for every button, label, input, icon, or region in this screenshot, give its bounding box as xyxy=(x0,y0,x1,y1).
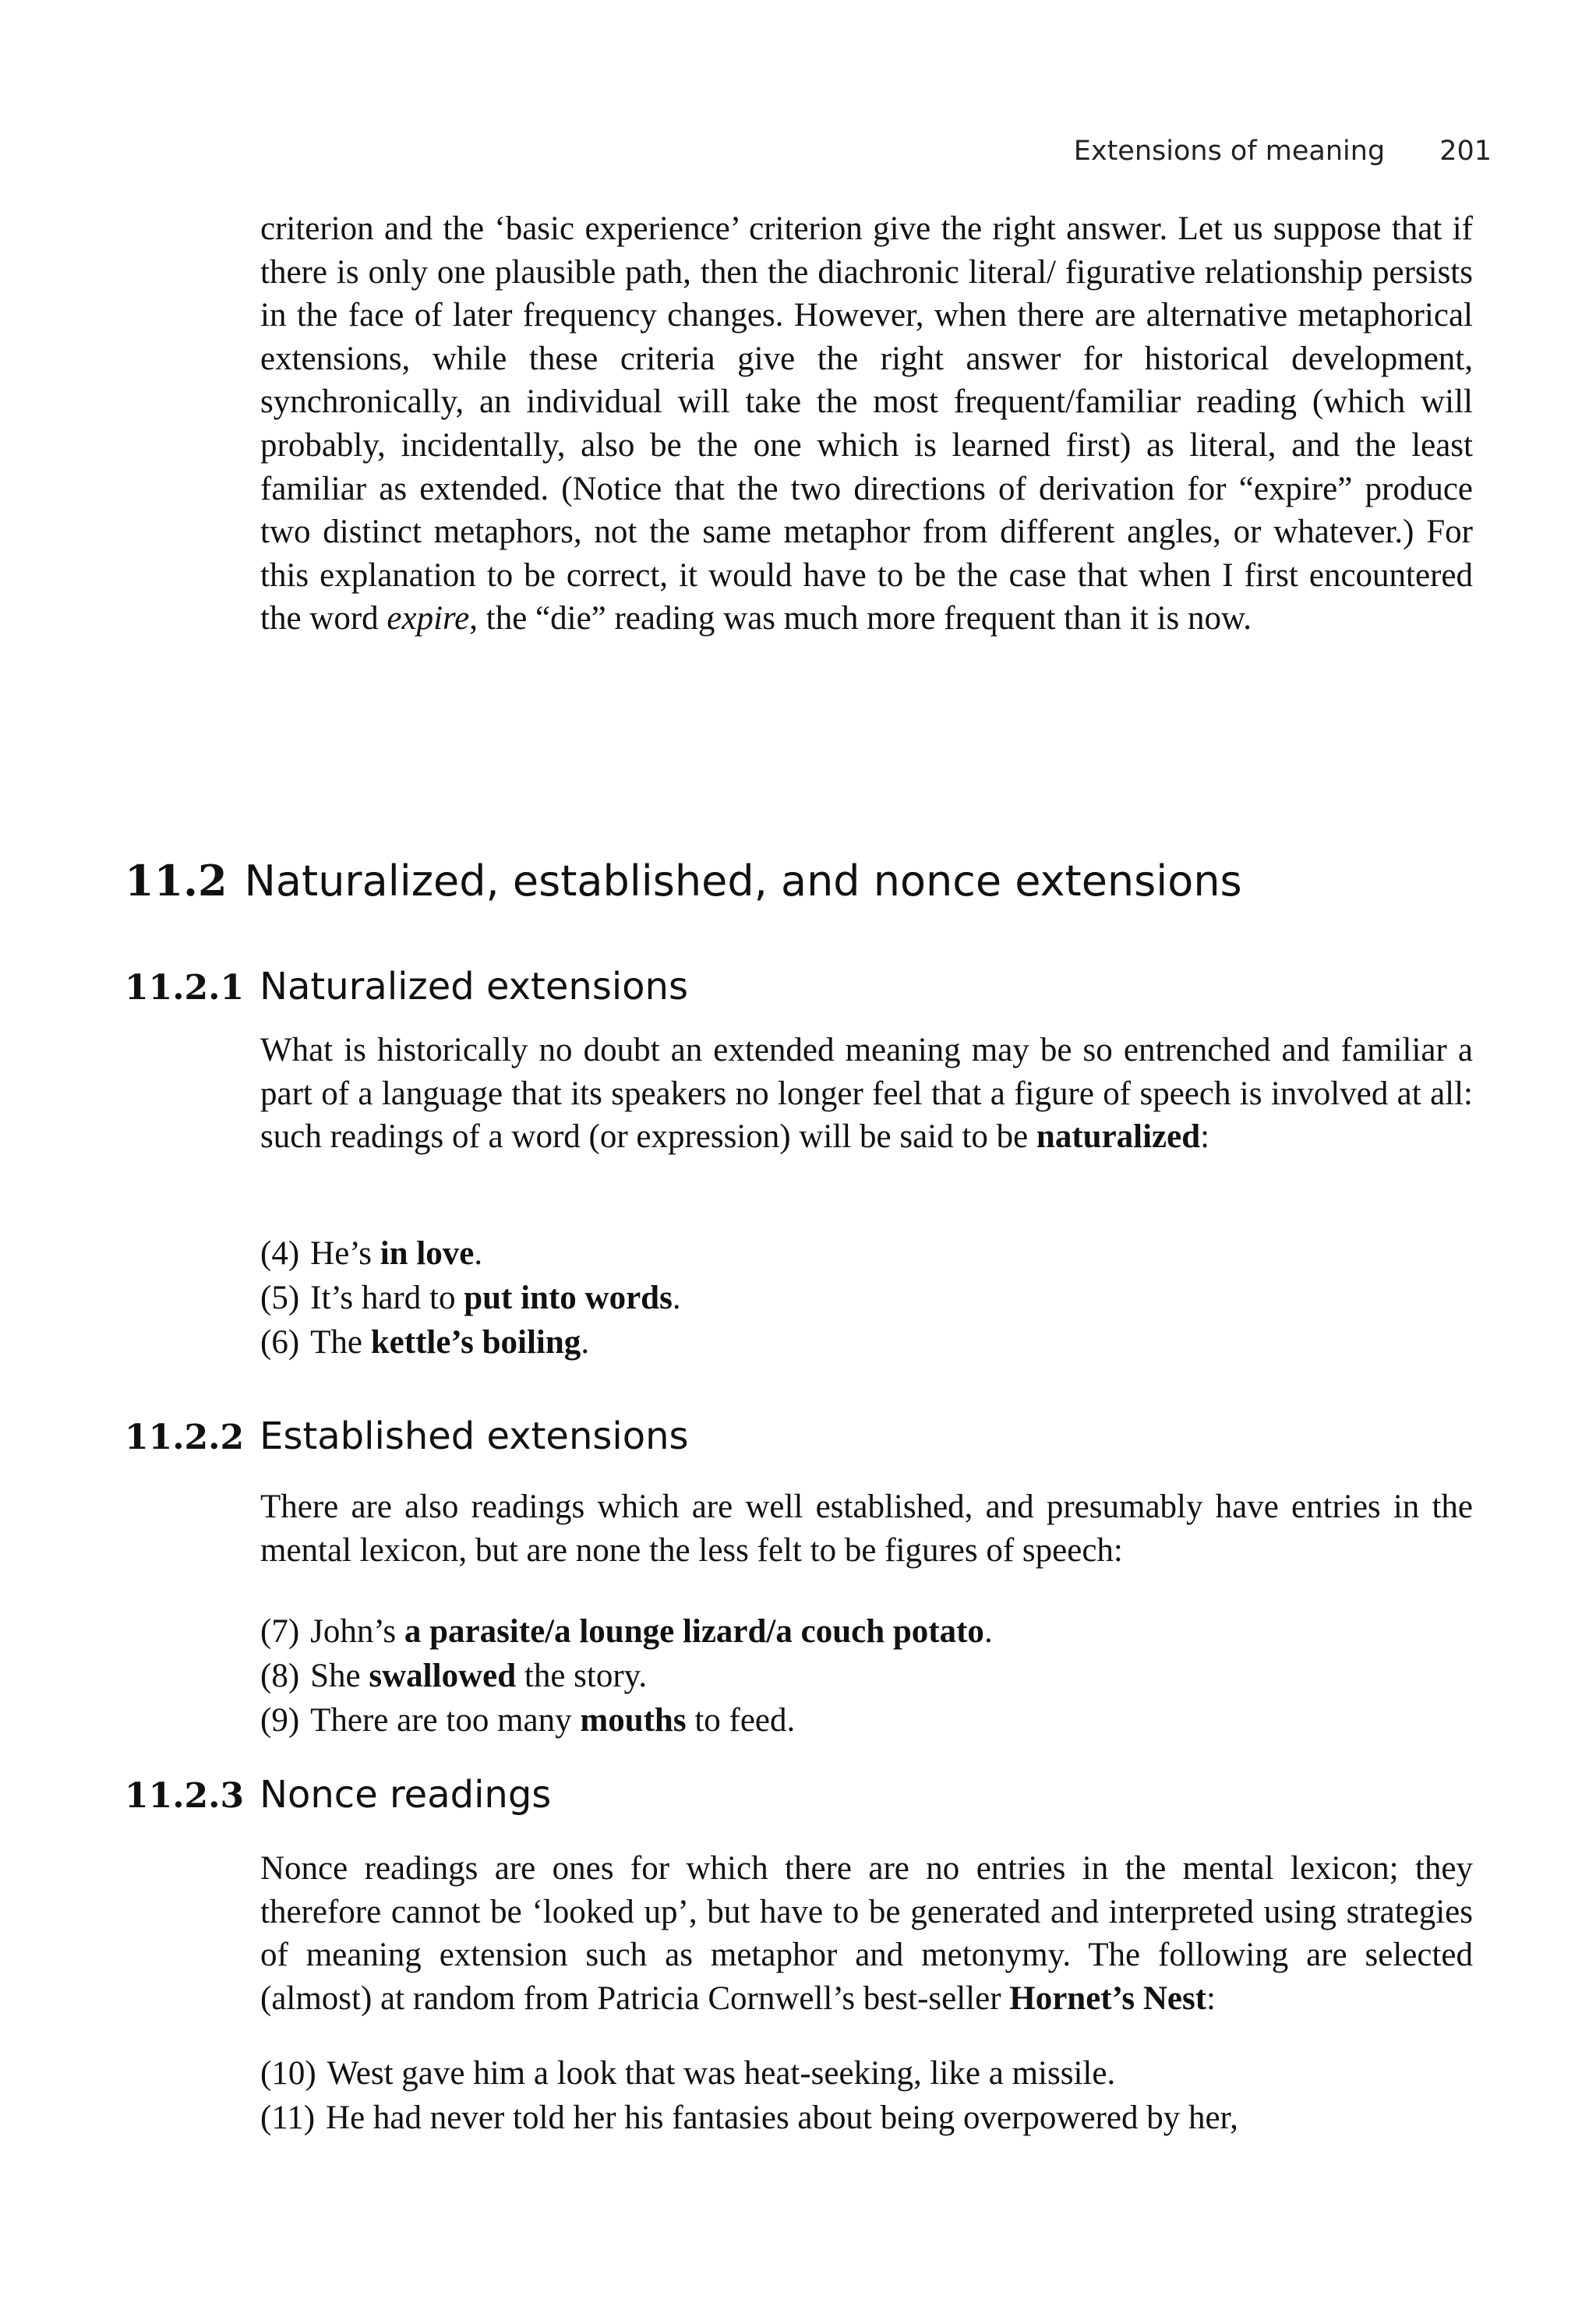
subsection-number: 11.2.1 xyxy=(125,968,245,1008)
subsection-heading xyxy=(125,1414,689,1458)
example-text: There are too many xyxy=(310,1702,581,1739)
example-number: (4) xyxy=(260,1235,300,1272)
example-text: . xyxy=(672,1280,681,1316)
example-text: He had never told her his fantasies about being overpowered by her, xyxy=(326,2099,1238,2136)
example-number: (5) xyxy=(260,1280,300,1316)
paragraph-text: Nonce readings are ones for which there are no entries in the mental lexicon; they therefore cannot be ‘looked up’, but have to be generated and interpreted using strategies of meaning extension such as metaphor and metonymy. The following are selected (almost) at random from Patricia Cornwell’s best-seller xyxy=(260,1850,1473,2017)
subsection-number: 11.2.2 xyxy=(125,1418,245,1457)
example-bold: mouths xyxy=(580,1702,687,1739)
example-bold: kettle’s boiling xyxy=(370,1324,581,1361)
section-heading xyxy=(125,856,1242,906)
page-number: 201 xyxy=(1439,136,1492,167)
example-text: John’s xyxy=(310,1613,404,1650)
example-number: (9) xyxy=(260,1702,300,1739)
example-bold: put into words xyxy=(464,1280,673,1316)
example-item xyxy=(260,1276,681,1320)
paragraph-continued xyxy=(260,207,1473,641)
running-head xyxy=(1074,136,1492,167)
italic-term: expire xyxy=(387,600,470,637)
example-text: She xyxy=(310,1658,369,1694)
subsection-title: Established extensions xyxy=(260,1414,689,1458)
example-number: (6) xyxy=(260,1324,300,1361)
subsection-number: 11.2.3 xyxy=(125,1776,245,1816)
example-text: The xyxy=(310,1324,371,1361)
example-text: to feed. xyxy=(686,1702,796,1739)
paragraph xyxy=(260,1847,1473,2020)
example-text: . xyxy=(983,1613,993,1650)
example-item xyxy=(260,1609,993,1654)
example-item xyxy=(260,1698,993,1743)
example-number: (8) xyxy=(260,1658,300,1694)
example-number: (7) xyxy=(260,1613,300,1650)
example-item xyxy=(260,2051,1473,2096)
example-bold: in love xyxy=(380,1235,475,1272)
example-text: the story. xyxy=(516,1658,648,1694)
bold-term: naturalized xyxy=(1036,1118,1201,1156)
example-text: It’s hard to xyxy=(310,1280,464,1316)
section-title: Naturalized, established, and nonce extensions xyxy=(244,856,1242,906)
subsection-title: Naturalized extensions xyxy=(260,965,688,1008)
paragraph-text: , the “die” reading was much more frequent than it is now. xyxy=(469,600,1252,637)
example-item xyxy=(260,2096,1473,2140)
paragraph xyxy=(260,1029,1473,1159)
running-head-title: Extensions of meaning xyxy=(1073,136,1386,167)
example-bold: a parasite/a lounge lizard/a couch potato xyxy=(404,1613,984,1650)
example-bold: swallowed xyxy=(369,1658,517,1694)
example-item xyxy=(260,1320,681,1365)
paragraph-text: : xyxy=(1206,1979,1216,2017)
example-list xyxy=(260,1609,993,1743)
example-text: West gave him a look that was heat-seeking, like a missile. xyxy=(327,2055,1116,2092)
paragraph: There are also readings which are well established, and presumably have entries in the mental lexicon, but are none the less felt to be figures of speech: xyxy=(260,1489,1473,1569)
section-number: 11.2 xyxy=(125,856,228,906)
example-list xyxy=(260,2051,1473,2140)
example-number: (11) xyxy=(260,2099,316,2136)
paragraph-text: What is historically no doubt an extended meaning may be so entrenched and familiar a part of a language that its speakers no longer feel that a figure of speech is involved at all: such readings of a word (or expression) will be said to be xyxy=(260,1032,1473,1156)
example-number: (10) xyxy=(260,2055,316,2092)
example-item xyxy=(260,1231,681,1276)
subsection-heading xyxy=(125,1773,551,1817)
example-item xyxy=(260,1654,993,1698)
subsection-title: Nonce readings xyxy=(260,1773,552,1817)
subsection-heading xyxy=(125,965,688,1008)
example-list xyxy=(260,1231,681,1365)
book-title: Hornet’s Nest xyxy=(1009,1979,1207,2017)
paragraph-text: : xyxy=(1200,1118,1210,1156)
example-text: He’s xyxy=(310,1235,380,1272)
example-text: . xyxy=(581,1324,590,1361)
paragraph-text: criterion and the ‘basic experience’ criterion give the right answer. Let us suppose that if there is only one plausible path, then the diachronic literal/ figurative relationship persists in the face of later frequency changes. However, when there are alternative metaphorical extensions, while these criteria give the right answer for historical development, synchronically, an individual will take the most frequent/familiar reading (which will probably, incidentally, also be the one which is learned first) as literal, and the least familiar as extended. (Notice that the two directions of derivation for “expire” produce two distinct metaphors, not the same metaphor from different angles, or whatever.) For this explanation to be correct, it would have to be the case that when I first encountered the word xyxy=(260,210,1473,637)
example-text: . xyxy=(474,1235,483,1272)
